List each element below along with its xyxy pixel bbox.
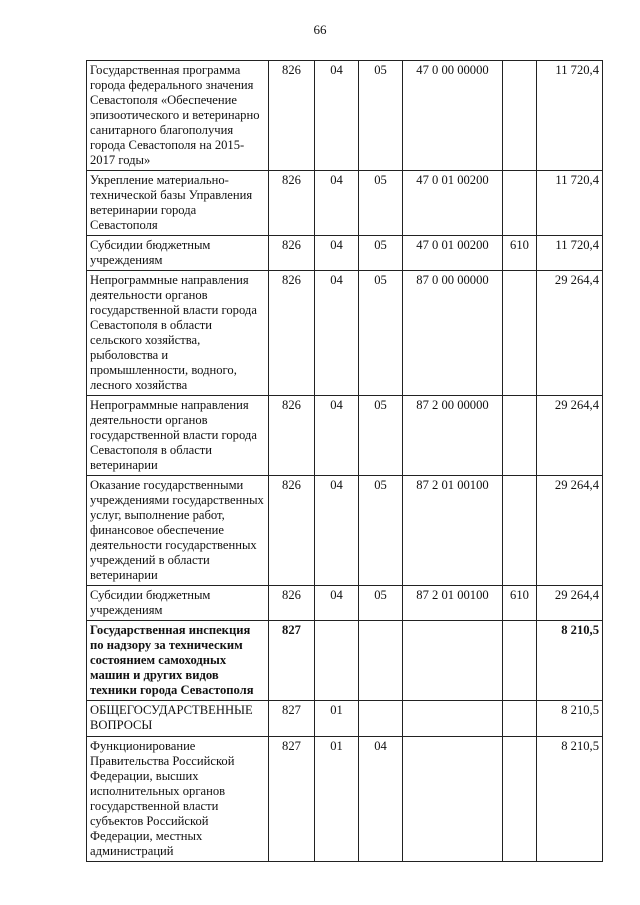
table-cell-ved: 826 bbox=[269, 476, 315, 586]
table-cell-vr: 610 bbox=[503, 586, 537, 621]
table-cell-rz: 04 bbox=[315, 271, 359, 396]
table-cell-name: Субсидии бюджетным учреждениям bbox=[87, 586, 269, 621]
table-cell-csr bbox=[403, 701, 503, 737]
table-cell-name: Непрограммные направления деятельности органов государственной власти города Севастополя в области сельского хозяйства, рыболовства и промышленности, водного, лесного хозяйства bbox=[87, 271, 269, 396]
table-cell-rz: 01 bbox=[315, 737, 359, 862]
table-cell-ved: 827 bbox=[269, 737, 315, 862]
table-row bbox=[87, 396, 603, 476]
table-cell-ved: 827 bbox=[269, 701, 315, 737]
table-row bbox=[87, 476, 603, 586]
table-cell-vr bbox=[503, 701, 537, 737]
table-cell-ved: 826 bbox=[269, 236, 315, 271]
table-row bbox=[87, 61, 603, 171]
table-cell-vr bbox=[503, 396, 537, 476]
table-cell-csr: 87 0 00 00000 bbox=[403, 271, 503, 396]
table-cell-name: Оказание государственными учреждениями государственных услуг, выполнение работ, финансовое обеспечение деятельности государственных учреждений в области ветеринарии bbox=[87, 476, 269, 586]
table-cell-rz: 04 bbox=[315, 61, 359, 171]
table-cell-vr bbox=[503, 271, 537, 396]
table-cell-vr bbox=[503, 621, 537, 701]
table-row bbox=[87, 621, 603, 701]
table-cell-csr: 87 2 00 00000 bbox=[403, 396, 503, 476]
table-cell-csr bbox=[403, 737, 503, 862]
table-cell-ved: 826 bbox=[269, 271, 315, 396]
table-cell-ved: 826 bbox=[269, 171, 315, 236]
table-cell-ved: 826 bbox=[269, 396, 315, 476]
table-cell-pr: 05 bbox=[359, 476, 403, 586]
table-cell-rz: 01 bbox=[315, 701, 359, 737]
table-cell-sum: 8 210,5 bbox=[537, 621, 603, 701]
table-cell-rz bbox=[315, 621, 359, 701]
table-cell-name: Субсидии бюджетным учреждениям bbox=[87, 236, 269, 271]
table-row bbox=[87, 586, 603, 621]
table-cell-csr: 47 0 00 00000 bbox=[403, 61, 503, 171]
table-cell-sum: 29 264,4 bbox=[537, 476, 603, 586]
table-cell-name: Государственная программа города федерального значения Севастополя «Обеспечение эпизоотического и ветеринарно санитарного благополучия города Севастополя на 2015-2017 годы» bbox=[87, 61, 269, 171]
table-cell-pr: 05 bbox=[359, 271, 403, 396]
table-cell-csr: 47 0 01 00200 bbox=[403, 171, 503, 236]
table-cell-rz: 04 bbox=[315, 396, 359, 476]
table-cell-vr bbox=[503, 476, 537, 586]
table-cell-vr bbox=[503, 171, 537, 236]
table-cell-pr bbox=[359, 701, 403, 737]
table-cell-pr bbox=[359, 621, 403, 701]
table-cell-pr: 04 bbox=[359, 737, 403, 862]
table-cell-csr: 87 2 01 00100 bbox=[403, 476, 503, 586]
table-cell-pr: 05 bbox=[359, 171, 403, 236]
table-row bbox=[87, 271, 603, 396]
table-cell-sum: 8 210,5 bbox=[537, 737, 603, 862]
table-cell-rz: 04 bbox=[315, 236, 359, 271]
table-cell-sum: 29 264,4 bbox=[537, 396, 603, 476]
table-cell-csr bbox=[403, 621, 503, 701]
table-cell-name: Непрограммные направления деятельности органов государственной власти города Севастополя в области ветеринарии bbox=[87, 396, 269, 476]
table-cell-name: ОБЩЕГОСУДАРСТВЕННЫЕ ВОПРОСЫ bbox=[87, 701, 269, 737]
table-cell-csr: 87 2 01 00100 bbox=[403, 586, 503, 621]
table-cell-ved: 826 bbox=[269, 61, 315, 171]
table-cell-name: Функционирование Правительства Российской Федерации, высших исполнительных органов государственной власти субъектов Российской Федерации, местных администраций bbox=[87, 737, 269, 862]
table-cell-ved: 827 bbox=[269, 621, 315, 701]
table-cell-pr: 05 bbox=[359, 61, 403, 171]
table-cell-sum: 11 720,4 bbox=[537, 171, 603, 236]
table-cell-sum: 29 264,4 bbox=[537, 271, 603, 396]
budget-table bbox=[86, 60, 603, 862]
table-row bbox=[87, 171, 603, 236]
table-cell-pr: 05 bbox=[359, 586, 403, 621]
table-cell-sum: 11 720,4 bbox=[537, 61, 603, 171]
table-cell-rz: 04 bbox=[315, 476, 359, 586]
table-cell-sum: 11 720,4 bbox=[537, 236, 603, 271]
page-number: 66 bbox=[313, 22, 327, 37]
table-cell-rz: 04 bbox=[315, 586, 359, 621]
table-cell-pr: 05 bbox=[359, 396, 403, 476]
table-row bbox=[87, 701, 603, 737]
table-cell-vr: 610 bbox=[503, 236, 537, 271]
table-cell-sum: 29 264,4 bbox=[537, 586, 603, 621]
table-cell-pr: 05 bbox=[359, 236, 403, 271]
table-cell-ved: 826 bbox=[269, 586, 315, 621]
table-cell-name: Укрепление материально-технической базы Управления ветеринарии города Севастополя bbox=[87, 171, 269, 236]
table-cell-csr: 47 0 01 00200 bbox=[403, 236, 503, 271]
table-cell-vr bbox=[503, 61, 537, 171]
table-cell-sum: 8 210,5 bbox=[537, 701, 603, 737]
table-cell-name: Государственная инспекция по надзору за техническим состоянием самоходных машин и других видов техники города Севастополя bbox=[87, 621, 269, 701]
table-cell-vr bbox=[503, 737, 537, 862]
table-row bbox=[87, 737, 603, 862]
table-cell-rz: 04 bbox=[315, 171, 359, 236]
table-row bbox=[87, 236, 603, 271]
